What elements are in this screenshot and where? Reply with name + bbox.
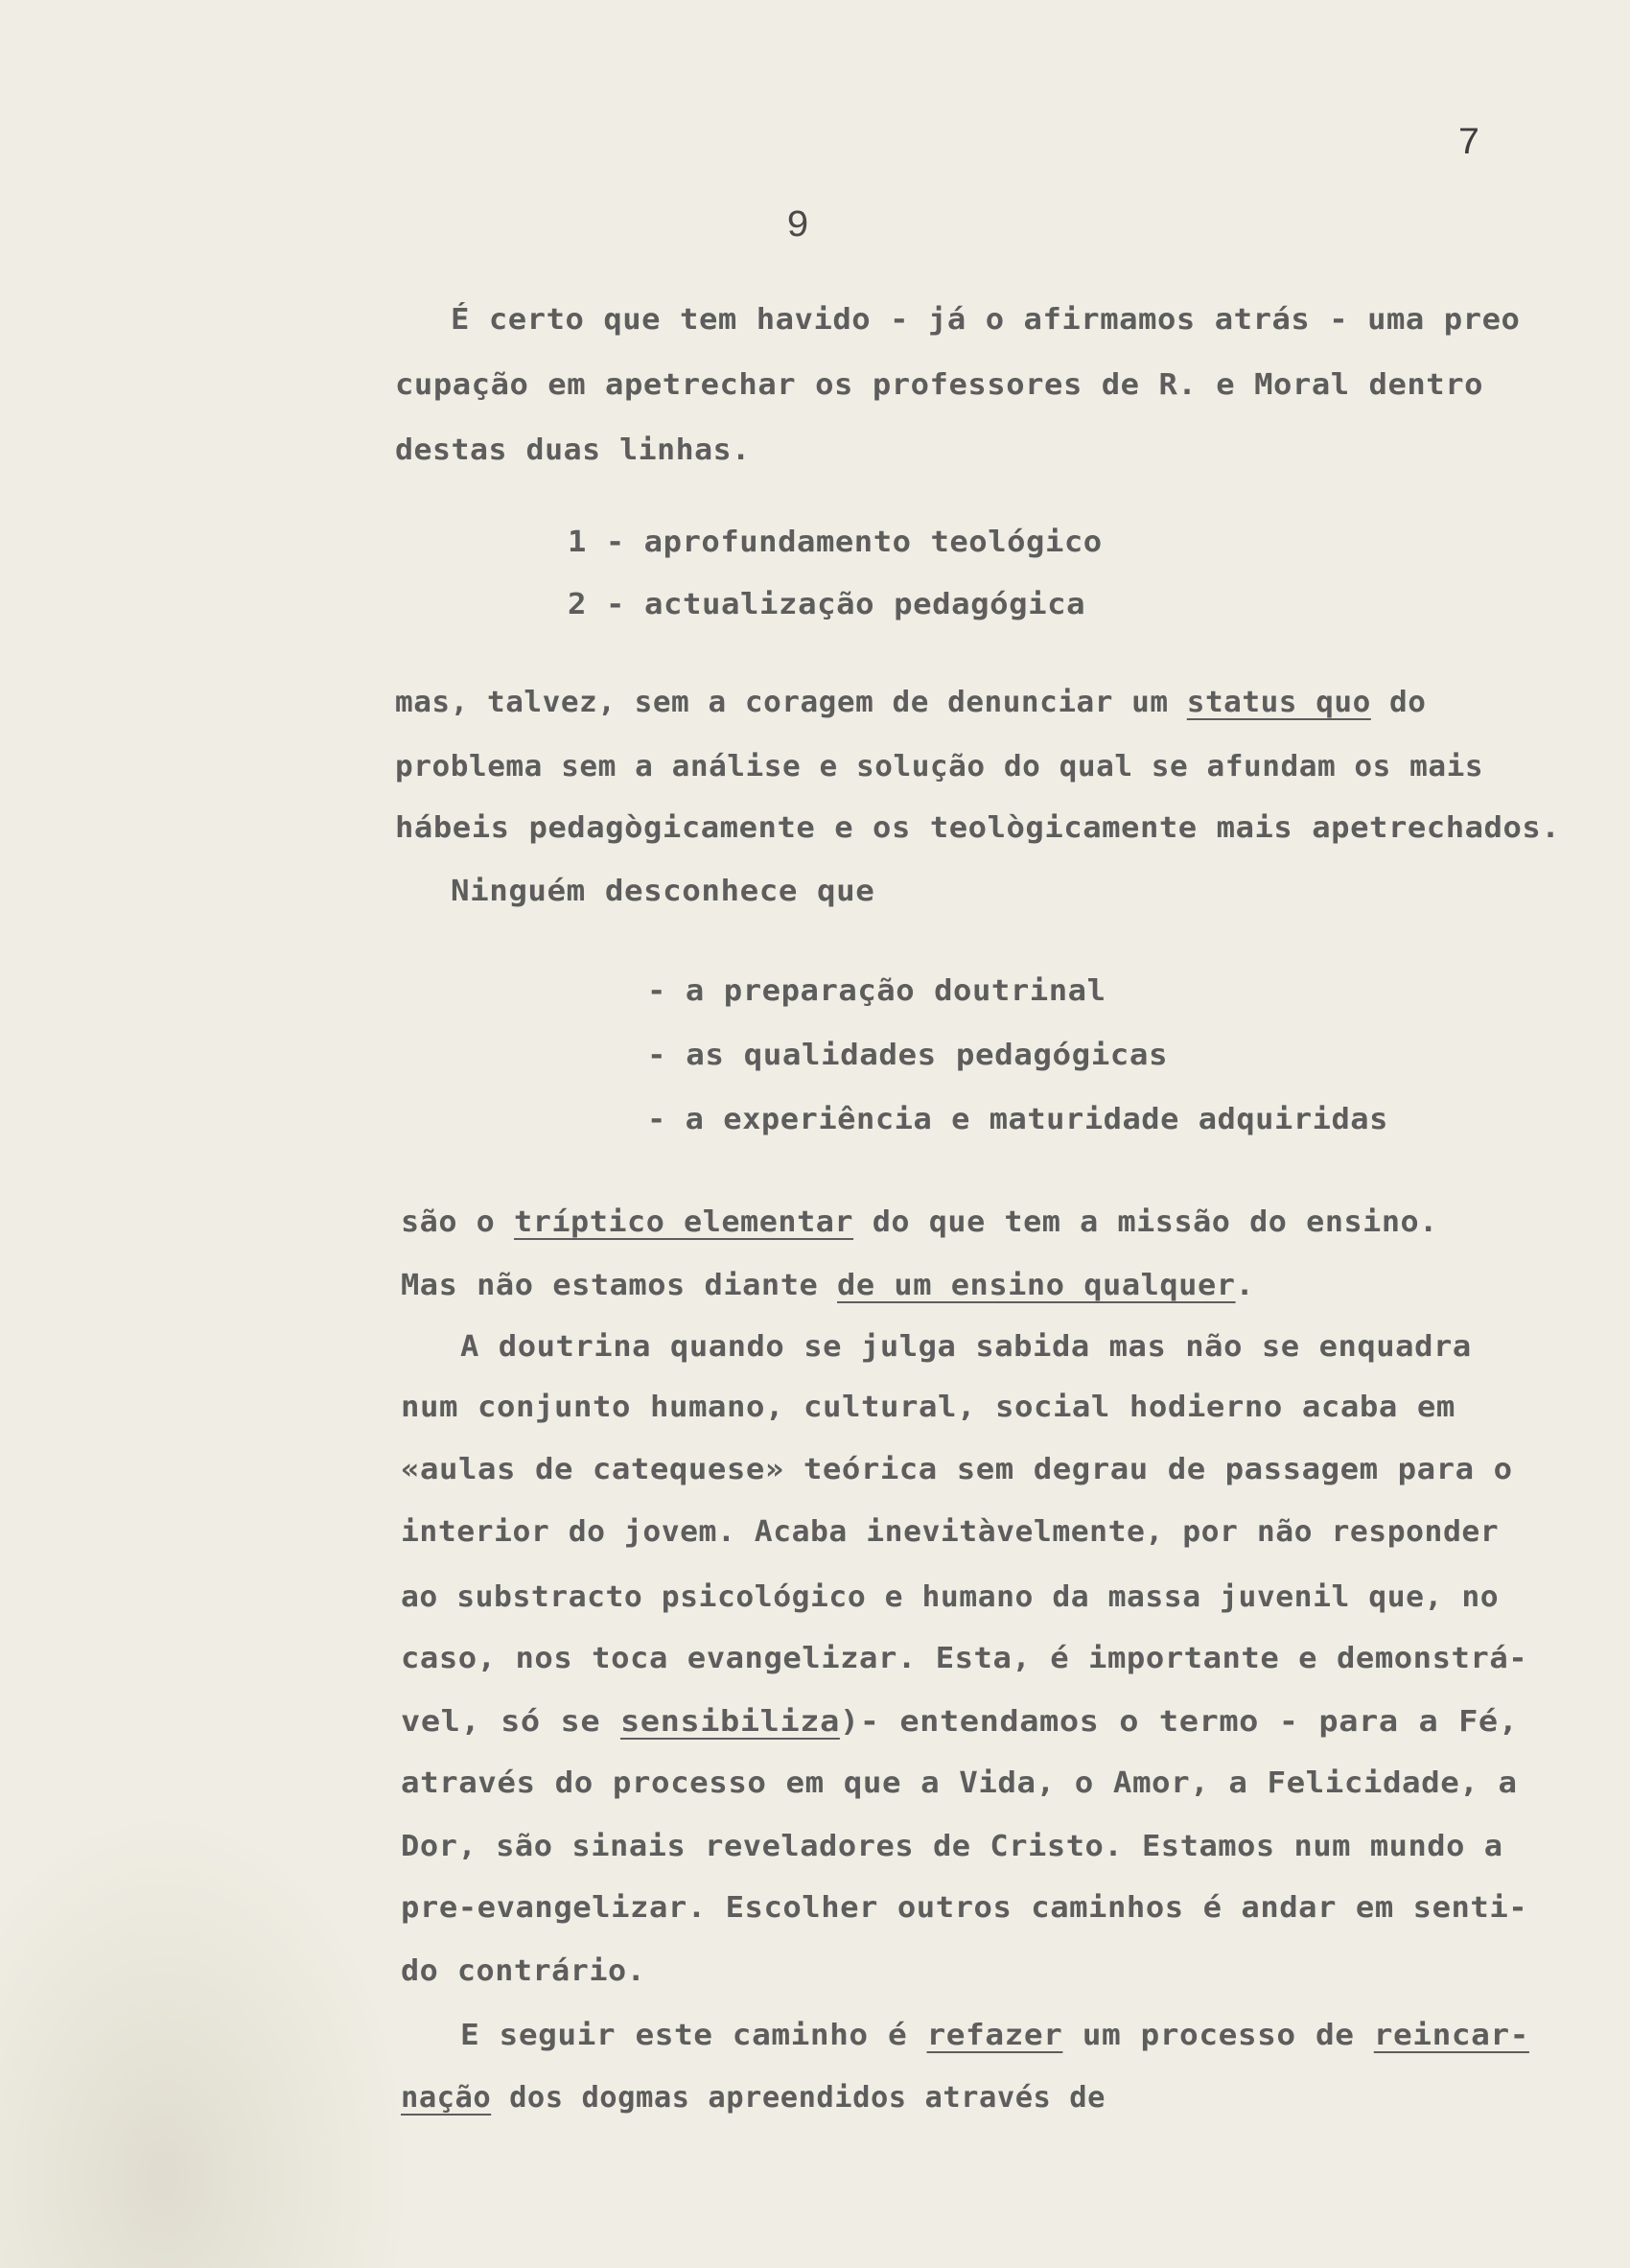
text-line bbox=[451, 875, 874, 908]
text-line bbox=[568, 526, 1103, 559]
text-segment: É certo que tem havido - já o afirmamos atrás - uma preo bbox=[451, 303, 1521, 337]
text-segment: dos dogmas apreendidos através de bbox=[491, 2081, 1106, 2115]
text-line bbox=[647, 1103, 1388, 1136]
text-line bbox=[395, 750, 1483, 783]
text-segment: interior do jovem. Acaba inevitàvelmente, por não responder bbox=[401, 1515, 1500, 1549]
text-line bbox=[401, 1269, 1254, 1302]
text-segment: do bbox=[1370, 686, 1427, 719]
text-segment: Mas não estamos diante bbox=[401, 1269, 838, 1302]
text-line bbox=[647, 974, 1106, 1008]
text-segment: cupação em apetrechar os professores de R. e Moral dentro bbox=[395, 368, 1484, 402]
text-line bbox=[568, 588, 1085, 621]
text-line bbox=[395, 686, 1426, 719]
text-line bbox=[401, 1891, 1527, 1925]
text-line bbox=[647, 1039, 1168, 1072]
text-line bbox=[401, 1391, 1455, 1424]
text-segment: mas, talvez, sem a coragem de denunciar um bbox=[395, 686, 1187, 719]
text-segment: 2 - actualização pedagógica bbox=[568, 588, 1086, 621]
text-segment: 1 - aprofundamento teológico bbox=[568, 526, 1103, 559]
text-segment: ao substracto psicológico e humano da massa juvenil que, no bbox=[401, 1580, 1500, 1614]
text-line bbox=[395, 368, 1483, 402]
text-line bbox=[460, 2019, 1529, 2052]
text-segment: problema sem a análise e solução do qual se afundam os mais bbox=[395, 750, 1484, 783]
text-line bbox=[395, 811, 1560, 845]
underlined-text: status quo bbox=[1186, 686, 1371, 719]
text-segment: um processo de bbox=[1062, 2019, 1374, 2052]
text-line bbox=[401, 1766, 1518, 1800]
text-line bbox=[401, 1954, 645, 1988]
text-segment: - as qualidades pedagógicas bbox=[647, 1039, 1169, 1072]
text-segment: E seguir este caminho é bbox=[460, 2019, 927, 2052]
text-segment: Ninguém desconhece que bbox=[451, 875, 875, 908]
text-line bbox=[401, 1580, 1499, 1614]
text-line bbox=[401, 1205, 1438, 1239]
text-line bbox=[451, 303, 1520, 337]
underlined-text: reincar- bbox=[1373, 2019, 1529, 2052]
text-segment: - a preparação doutrinal bbox=[647, 974, 1106, 1008]
text-segment: hábeis pedagògicamente e os teològicamente mais apetrechados. bbox=[395, 811, 1561, 845]
text-line bbox=[401, 1642, 1527, 1675]
text-segment: vel, só se bbox=[401, 1705, 620, 1739]
text-line bbox=[401, 1705, 1519, 1739]
text-segment: Dor, são sinais reveladores de Cristo. Estamos num mundo a bbox=[401, 1830, 1503, 1863]
text-segment: destas duas linhas. bbox=[395, 433, 751, 467]
text-segment: . bbox=[1235, 1269, 1255, 1302]
text-segment: através do processo em que a Vida, o Amor, a Felicidade, a bbox=[401, 1766, 1518, 1800]
text-segment: «aulas de catequese» teórica sem degrau de passagem para o bbox=[401, 1453, 1513, 1486]
underlined-text: sensibiliza bbox=[619, 1705, 840, 1739]
text-segment: - a experiência e maturidade adquiridas bbox=[647, 1103, 1388, 1136]
text-segment: caso, nos toca evangelizar. Esta, é importante e demonstrá- bbox=[401, 1642, 1528, 1675]
text-segment: são o bbox=[401, 1205, 515, 1239]
text-line bbox=[460, 1330, 1472, 1364]
page-number-typed: 9 bbox=[786, 205, 810, 248]
text-line bbox=[401, 1453, 1513, 1486]
text-line bbox=[401, 2081, 1106, 2115]
text-segment: A doutrina quando se julga sabida mas não se enquadra bbox=[460, 1330, 1472, 1364]
text-segment: do contrário. bbox=[401, 1954, 646, 1988]
underlined-text: refazer bbox=[926, 2019, 1063, 2052]
text-segment: num conjunto humano, cultural, social hodierno acaba em bbox=[401, 1391, 1455, 1424]
underlined-text: nação bbox=[401, 2081, 492, 2115]
text-segment: pre-evangelizar. Escolher outros caminhos é andar em senti- bbox=[401, 1891, 1528, 1925]
text-line bbox=[401, 1830, 1503, 1863]
text-line bbox=[401, 1515, 1499, 1549]
text-line bbox=[395, 433, 751, 467]
text-segment: do que tem a missão do ensino. bbox=[853, 1205, 1438, 1239]
underlined-text: tríptico elementar bbox=[514, 1205, 854, 1239]
text-segment: )- entendamos o termo - para a Fé, bbox=[839, 1705, 1519, 1739]
underlined-text: de um ensino qualquer bbox=[837, 1269, 1236, 1302]
page-number-handwritten: 7 bbox=[1457, 123, 1481, 166]
